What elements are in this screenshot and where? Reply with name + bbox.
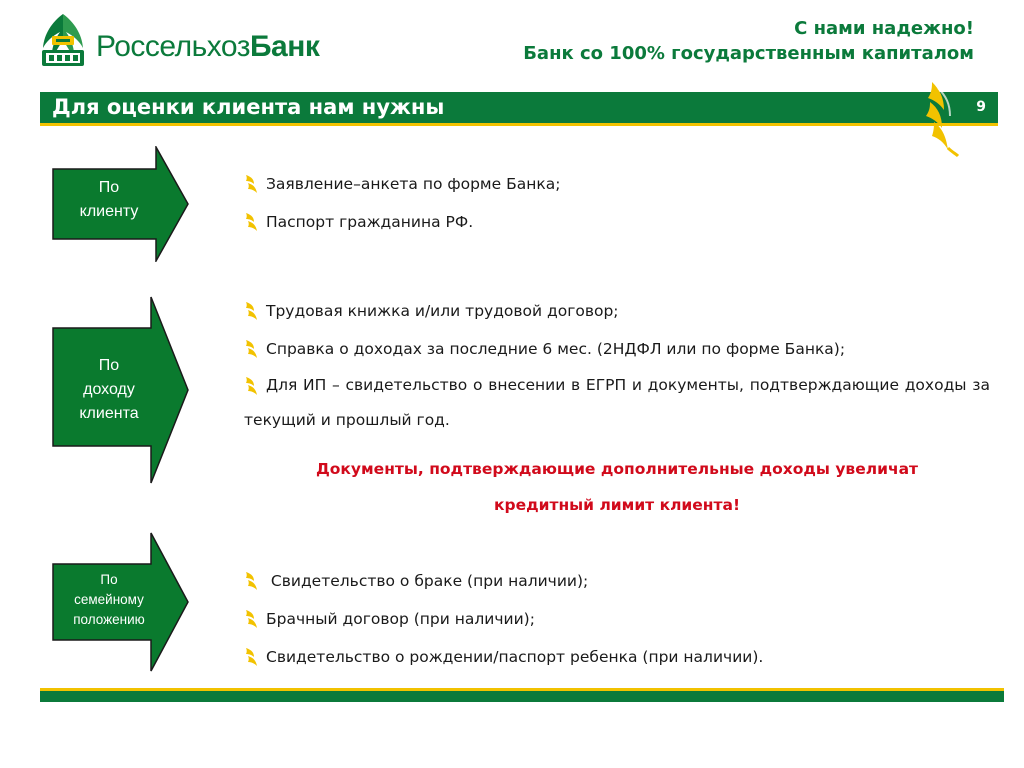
client-documents-list [244,165,990,241]
income-documents-list [244,292,990,438]
arrow-label-line: клиента [79,405,139,422]
arrow-label-line: По [98,179,120,196]
list-item [244,638,990,676]
list-item [244,600,990,638]
slogan-line-1: С нами надежно! [794,18,974,39]
title-bar [40,92,998,126]
list-item [244,165,990,203]
slide-title: Для оценки клиента нам нужны [52,95,445,119]
list-item-text: Свидетельство о браке (при наличии); [266,572,589,590]
bank-logo [38,12,338,74]
list-item [244,292,990,330]
brand-name-light: Россельхоз [96,30,250,63]
arrow-label-line: По [98,357,120,374]
page-number: 9 [976,99,986,115]
arrow-family [52,532,190,672]
list-item-text: Справка о доходах за последние 6 мес. (2НДФЛ или по форме Банка); [266,340,846,358]
arrow-label-line: По [100,572,118,587]
arrow-label-line: доходу [83,381,135,398]
list-item [244,330,990,368]
arrow-label-line: положению [73,612,145,627]
footer-band [40,688,1004,702]
arrow-label-line: семейному [74,592,144,607]
note-line: кредитный лимит клиента! [493,496,741,514]
list-item-text: Для ИП – свидетельство о внесении в ЕГРП и документы, подтверждающие доходы за текущий и прошлый год. [244,376,990,429]
wheat-bullet-icon [244,339,260,359]
brand-name-bold: Банк [249,30,320,63]
list-item [244,203,990,241]
list-item-text: Паспорт гражданина РФ. [266,213,474,231]
wheat-bullet-icon [244,376,260,396]
income-note [244,451,990,523]
family-documents-list [244,562,990,676]
wheat-ear-icon [920,78,970,158]
list-item [244,562,990,600]
wheat-bullet-icon [244,609,260,629]
note-line: Документы, подтверждающие дополнительные доходы увеличат [315,460,919,478]
wheat-bullet-icon [244,301,260,321]
arrow-label [56,354,162,426]
list-item-text: Заявление–анкета по форме Банка; [266,175,561,193]
slogan-line-2: Банк со 100% государственным капиталом [523,43,974,64]
slogan [523,16,974,66]
arrow-income [52,296,190,484]
list-item-text: Брачный договор (при наличии); [266,610,535,628]
list-item-text: Трудовая книжка и/или трудовой договор; [266,302,619,320]
arrow-client [52,146,190,262]
wheat-bullet-icon [244,647,260,667]
arrow-label [56,176,162,224]
list-item [244,368,990,438]
list-item-text: Свидетельство о рождении/паспорт ребенка (при наличии). [266,648,764,666]
brand-name [96,30,319,64]
wheat-bullet-icon [244,174,260,194]
bank-emblem-icon [38,12,88,72]
wheat-bullet-icon [244,212,260,232]
wheat-bullet-icon [244,571,260,591]
arrow-label [56,570,162,630]
arrow-label-line: клиенту [79,203,139,220]
